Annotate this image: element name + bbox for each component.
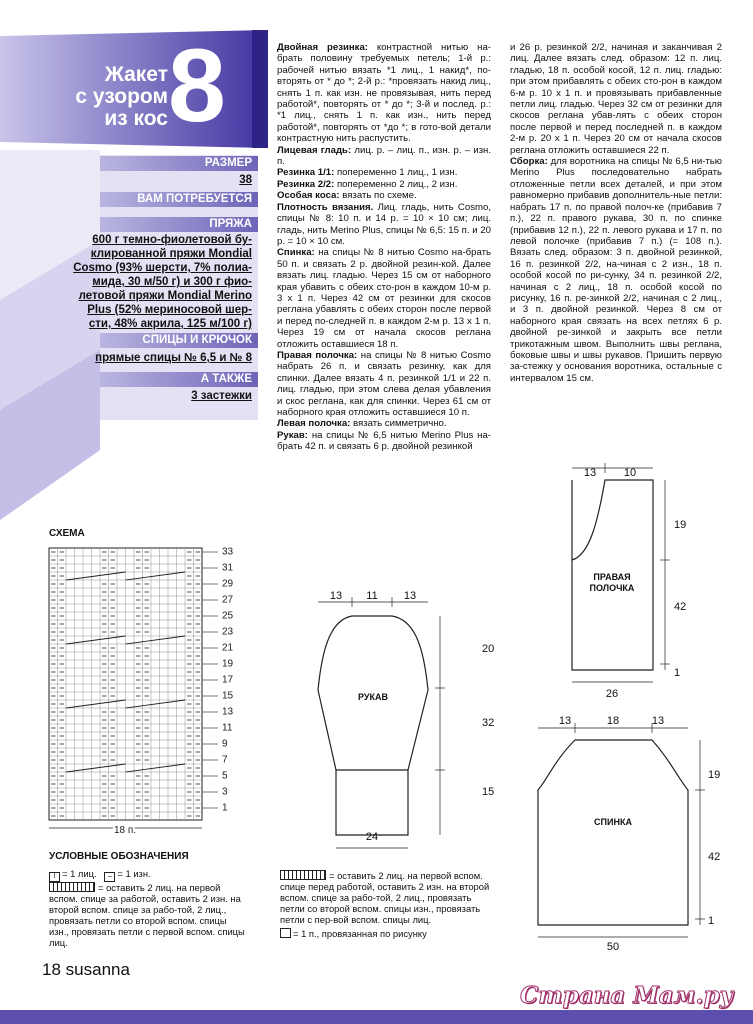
needles-value: прямые спицы № 6,5 и № 8 <box>95 352 252 364</box>
legend <box>49 851 249 948</box>
sleeve-right-3: 15 <box>482 786 495 798</box>
title-line-1: Жакет <box>104 63 168 86</box>
chart-row-label: 5 <box>222 770 228 782</box>
front-bottom: 26 <box>605 688 619 700</box>
front-right-2: 42 <box>674 601 687 613</box>
sleeve-right-2: 32 <box>482 717 495 729</box>
chart-row-label: 17 <box>222 674 234 686</box>
back-top-2: 18 <box>606 715 620 727</box>
chart-title: СХЕМА <box>49 528 85 539</box>
front-top-2: 10 <box>623 467 637 479</box>
back-right-2: 42 <box>708 851 721 863</box>
footer-bar <box>0 1010 753 1024</box>
front-right-3: 1 <box>674 667 681 679</box>
back-right-1: 19 <box>708 769 721 781</box>
chart-row-label: 29 <box>222 578 234 590</box>
front-label-1: ПРАВАЯ <box>593 572 631 582</box>
watermark-site: Страна Мам.ру <box>520 982 734 1009</box>
chart-row-label: 1 <box>222 802 228 814</box>
front-right-1: 19 <box>674 519 687 531</box>
sleeve-right-1: 20 <box>482 643 495 655</box>
front-label-2: ПОЛОЧКА <box>589 583 635 593</box>
paragraph: Рукав: на спицы № 6,5 нитью Merino Plus на-брать 42 п. и связать 6 р. двойной резинкой <box>277 429 491 453</box>
instructions-column-2 <box>510 42 722 384</box>
chart-row-label: 21 <box>222 642 234 654</box>
chart-row-label: 7 <box>222 754 228 766</box>
paragraph: Правая полочка: на спицы № 8 нитью Cosmo набрать 26 п. и связать резинку, как для спинки. Далее вязать 4 п. резинкой 1/1 и 22 п. лиц. гладью, при этом слева делая убавления и скос реглана, как для спинки. Через 61 см от наборного края отложить оставшиеся 10 п. <box>277 349 491 418</box>
legend-title: УСЛОВНЫЕ ОБОЗНАЧЕНИЯ <box>49 851 189 862</box>
chart-row-label: 25 <box>222 610 234 622</box>
paragraph: Спинка: на спицы № 8 нитью Cosmo на-брать 50 п. и связать 2 р. двойной резин-кой. Далее вязать лиц. гладью. Через 15 см от наборного края убавить с обеих сто-рон в каждом 10-м р. 3 х 1 п. Через 42 см от резинки для скосов реглана убавлять с обеих сторон после первой и перед по-следней п. в каждом 2-м р. 13 х 1 п. Через 19 см от начала скосов реглана отложить оставшиеся 18 п. <box>277 247 491 350</box>
chart-row-label: 3 <box>222 786 228 798</box>
size-value: 38 <box>239 174 252 186</box>
chart-row-label: 11 <box>222 722 233 734</box>
paragraph: Резинка 1/1: попеременно 1 лиц., 1 изн. <box>277 167 458 179</box>
pattern-symbol-icon <box>280 928 291 938</box>
size-heading: РАЗМЕР <box>100 156 258 171</box>
sleeve-top-3: 13 <box>403 590 417 602</box>
purl-symbol-icon: – <box>104 872 115 882</box>
paragraph: Лицевая гладь: лиц. р. – лиц. п., изн. р. – изн. п. <box>277 144 491 168</box>
back-outline <box>538 740 688 925</box>
knitting-chart <box>40 540 250 840</box>
sleeve-outline <box>318 616 428 835</box>
chart-row-label: 27 <box>222 594 234 606</box>
paragraph: и 26 р. резинкой 2/2, начиная и заканчивая 2 лиц. Далее вязать след. образом: 12 п. лиц. гладью, 18 п. особой косой, 12 п. лиц. гладью: при этом прибавлять с обеих сто-рон в каждом 6-м р. 10 х 1 п. и провязывать прибавленные петли лиц. гладью. Через 32 см от резинки для скосов реглана убав-лять с обеих сторон после первой и перед последней п. в каждом 2-м р. 20 х 1 п. Через 20 см от начала скосов реглана отложить оставшиеся 22 п. <box>510 42 722 156</box>
paragraph: Левая полочка: вязать симметрично. <box>277 418 447 430</box>
chart-row-label: 33 <box>222 546 234 558</box>
yarn-heading: ПРЯЖА <box>100 217 258 232</box>
chart-row-label: 15 <box>222 690 234 702</box>
chart-row-label: 31 <box>222 562 234 574</box>
paragraph: Двойная резинка: контрастной нитью на-брать половину требуемых петель; 1-й р.: рабочей нитью вязать *1 лиц., 1 накид*, по-вторять от * до *; 2-й р.: *провязать накид лиц., снять 1 п. как изн. не провязывая, нить перед работой*, повторять от * до *; 3-й и послед. р.: *1 лиц., снять 1 п. как изн., нить перед работой*, повторять от *до *; в гото-вой детали контрастную нить распустить. <box>277 42 491 145</box>
sleeve-top-2: 11 <box>366 590 378 602</box>
sleeve-bottom: 24 <box>365 831 379 843</box>
title-line-3: из кос <box>104 107 168 130</box>
title-line-2: с узором <box>75 85 168 108</box>
extras-value: 3 застежки <box>191 390 252 402</box>
back-top-1: 13 <box>558 715 572 727</box>
yarn-description: 600 г темно-фиолетовой бу- клированной пряжи Mondial Cosmo (93% шерсти, 7% полиа- мида, 30 м/50 г) и 300 г фио- летовой пряжи Mondial Merino Plus (52% мериносовой шер- сти, 48% акрила, 125 м/100 г) <box>73 234 252 330</box>
back-label: СПИНКА <box>594 817 632 827</box>
legend-pattern: = 1 п., провязанная по рисунку <box>280 928 492 939</box>
sleeve-label: РУКАВ <box>358 692 388 702</box>
legend-cable-right: = оставить 2 лиц. на первой вспом. спице перед работой, оставить 2 изн. на второй вспом. спице за рабо-той, 2 лиц., провязать петли со второй вспом. спицы изн., провязать петли с пер-вой вспом. спицы лиц. <box>280 870 490 925</box>
cable-left-symbol-icon <box>49 882 95 892</box>
materials-heading: ВАМ ПОТРЕБУЕТСЯ <box>100 192 258 207</box>
knit-symbol-icon: I <box>49 872 60 882</box>
back-bottom: 50 <box>606 941 620 953</box>
magazine-name: susanna <box>65 960 130 979</box>
chart-row-label: 9 <box>222 738 228 750</box>
chart-row-label: 13 <box>222 706 234 718</box>
sleeve-top-1: 13 <box>329 590 343 602</box>
pattern-schematics <box>300 460 740 960</box>
chart-width-label: 18 п. <box>113 825 137 836</box>
page-number: 18 <box>42 960 61 979</box>
page-footer <box>42 960 130 980</box>
chart-row-label: 19 <box>222 658 234 670</box>
paragraph: Особая коса: вязать по схеме. <box>277 190 417 202</box>
extras-heading: А ТАКЖЕ <box>100 372 258 387</box>
back-top-3: 13 <box>651 715 665 727</box>
front-top-1: 13 <box>583 467 597 479</box>
legend-cable-left: = оставить 2 лиц. на первой вспом. спице за работой, оставить 2 изн. на второй вспом. спице за рабо-той, 2 лиц., провязать петли со второй вспом. спицы изн., провязать петли с первой вспом. спицы лиц. <box>49 882 245 948</box>
chart-row-label: 23 <box>222 626 234 638</box>
legend-knit: I = 1 лиц. – = 1 изн. <box>49 868 249 882</box>
model-number: 8 <box>168 28 226 144</box>
needles-heading: СПИЦЫ И КРЮЧОК <box>100 333 258 348</box>
paragraph: Плотность вязания. Лиц. гладь, нить Cosmo, спицы № 8: 10 п. и 14 р. = 10 × 10 см; лиц. гладь, нить Merino Plus, спицы № 6,5: 15 п. и 20 р. = 10 × 10 см. <box>277 201 491 247</box>
back-right-3: 1 <box>708 915 715 927</box>
instructions-column-1 <box>277 42 491 453</box>
paragraph: Сборка: для воротника на спицы № 6,5 ни-тью Merino Plus последовательно набрать отложенные петли всех деталей, и при этом равномерно прибавив дополнитель-ные петли: набрать 17 п. по правой полоч-ке (прибавив 7 п.), 22 п. правого рукава, 30 п. по спинке (прибавив 12 п.), 22 п. левого рукава и 17 п. по левой полочке (прибавив 7 п.) (= 108 п.). Вязать след. образом: 3 п. двойной резинкой, 16 п. резинкой 2/2, на-чиная с 2 изн., 18 п. особой косой по ри-сунку, 34 п. резинкой 2/2, начиная с 2 лиц., 18 п. особой косой по рисунку, 16 п. ре-зинкой 2/2, начиная с 2 лиц., и 3 п. двойной резинкой. Через 8 см от наборного края связать на всех петлях 6 р. двойной ре-зинкой и закрыть все петли трикотажным швом. Выполнить швы реглана, боковые швы и швы рукавов. Пришить первую за-стежку у основания воротника, остальные с интервалом 15 см. <box>510 156 722 384</box>
paragraph: Резинка 2/2: попеременно 2 лиц., 2 изн. <box>277 178 458 190</box>
